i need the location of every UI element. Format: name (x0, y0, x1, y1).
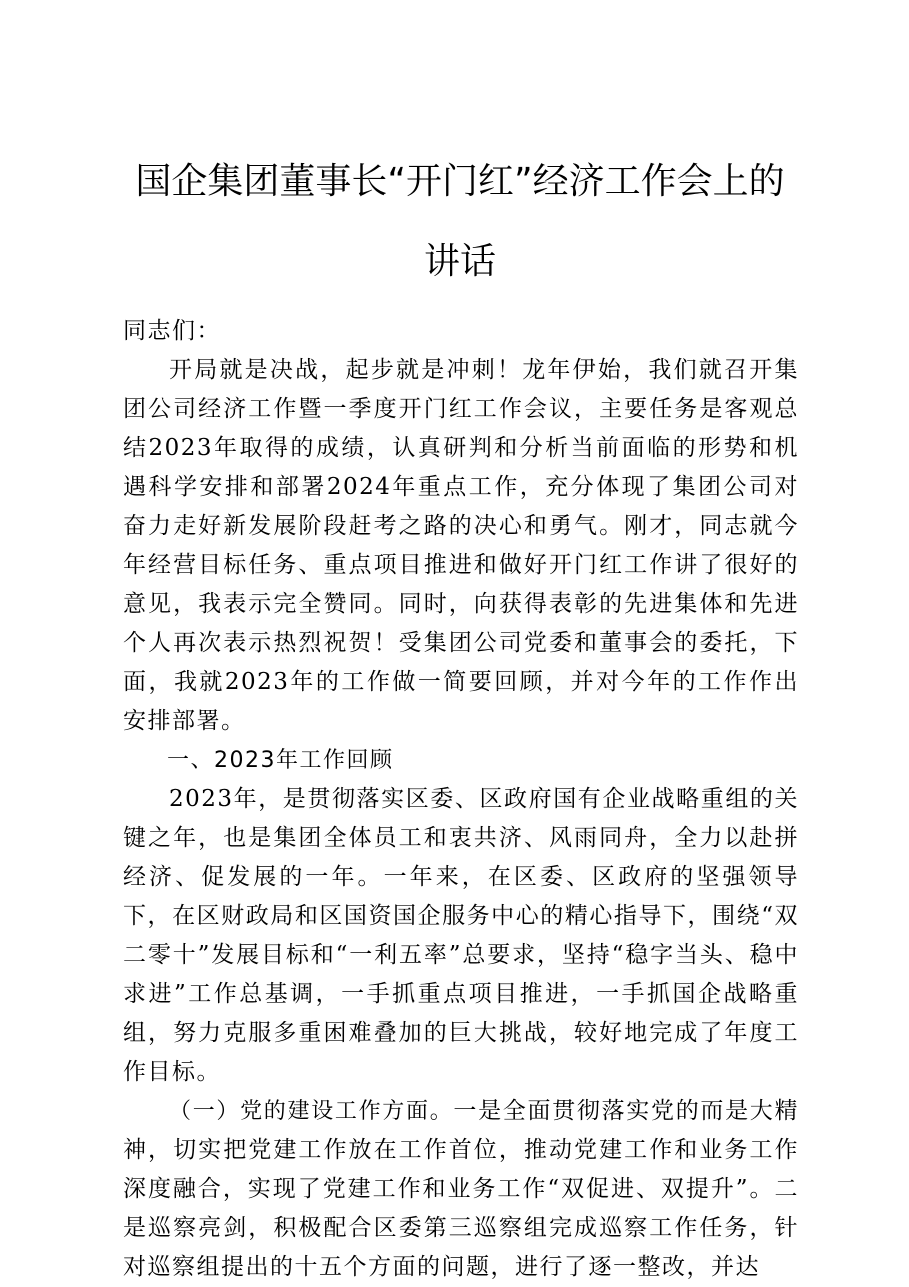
document-body (123, 312, 799, 1287)
section-paragraph: 2023年，是贯彻落实区委、区政府国有企业战略重组的关键之年，也是集团全体员工和衷共济、风雨同舟，全力以赴拼经济、促发展的一年。一年来，在区委、区政府的坚强领导下，在区财政局和区国资国企服务中心的精心指导下，围绕“双二零十”发展目标和“一利五率”总要求，坚持“稳字当头、稳中求进”工作总基调，一手抓重点项目推进，一手抓国企战略重组，努力克服多重困难叠加的巨大挑战，较好地完成了年度工作目标。 (123, 786, 799, 1085)
subsection-text: 一是全面贯彻落实党的而是大精神，切实把党建工作放在工作首位，推动党建工作和业务工作深度融合，实现了党建工作和业务工作“双促进、双提升”。二是巡察亮剑，积极配合区委第三巡察组完成巡察工作任务，针对巡察组提出的十五个方面的问题，进行了逐一整改，并达 (123, 1098, 799, 1280)
document-title: 国企集团董事长“开门红”经济工作会上的讲话 (135, 161, 785, 282)
subsection-paragraph (123, 1092, 799, 1287)
subsection-lead: （一）党的建设工作方面。 (169, 1099, 454, 1124)
salutation: 同志们： (123, 318, 221, 344)
intro-paragraph: 开局就是决战，起步就是冲刺！龙年伊始，我们就召开集团公司经济工作暨一季度开门红工作会议，主要任务是客观总结2023年取得的成绩，认真研判和分析当前面临的形势和机遇科学安排和部署2024年重点工作，充分体现了集团公司对奋力走好新发展阶段赶考之路的决心和勇气。刚才，同志就今年经营目标任务、重点项目推进和做好开门红工作讲了很好的意见，我表示完全赞同。同时，向获得表彰的先进集体和先进个人再次表示热烈祝贺！受集团公司党委和董事会的委托，下面，我就2023年的工作做一简要回顾，并对今年的工作作出安排部署。 (123, 357, 799, 734)
section-heading: 一、2023年工作回顾 (167, 748, 394, 773)
